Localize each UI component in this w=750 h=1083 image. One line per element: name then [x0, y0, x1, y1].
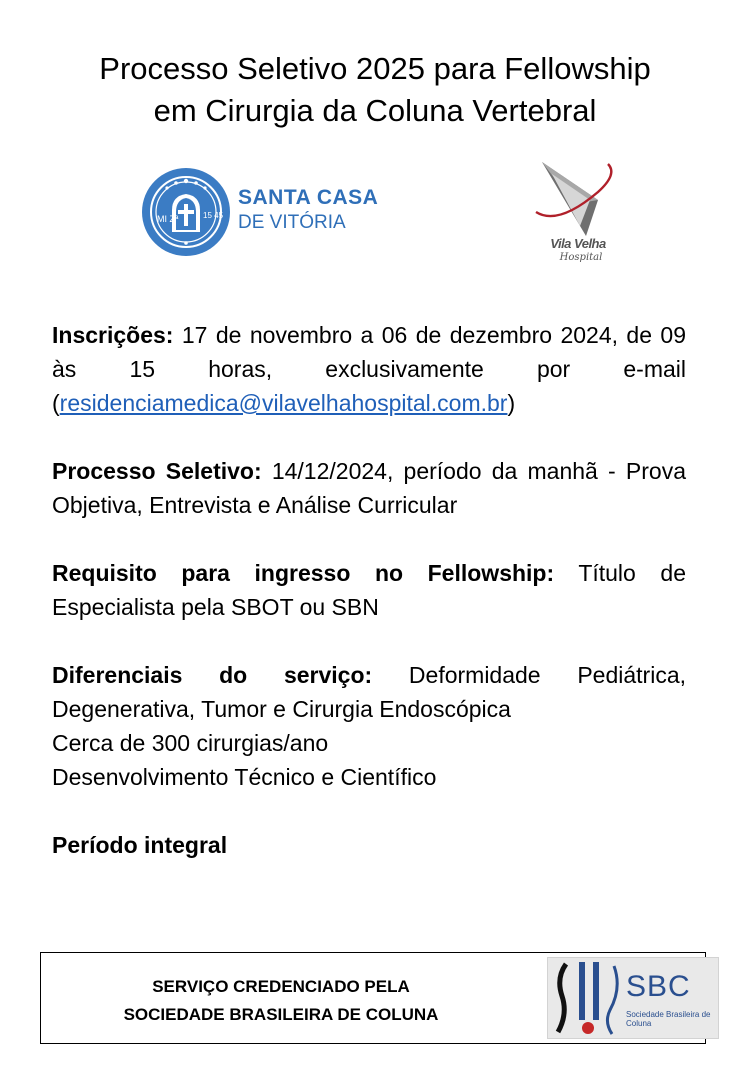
accreditation-line-2: SOCIEDADE BRASILEIRA DE COLUNA	[123, 1005, 439, 1024]
diferenciais-label: Diferenciais do serviço:	[52, 662, 373, 688]
processo-paragraph	[52, 454, 686, 522]
sbc-spine-icon	[552, 958, 624, 1038]
sbc-logo	[547, 957, 719, 1039]
inscricoes-text-end: )	[507, 390, 516, 416]
santa-casa-logo	[140, 166, 380, 266]
diferenciais-paragraph	[52, 658, 686, 794]
title-line-2: em Cirurgia da Coluna Vertebral	[153, 93, 597, 128]
requisito-paragraph	[52, 556, 686, 624]
vila-velha-sub: Hospital	[559, 252, 603, 263]
processo-text: 14/12/2024, período da manhã - Prova Objetiva, Entrevista e Análise Curricular	[52, 458, 686, 518]
periodo-label: Período integral	[52, 832, 228, 858]
diferenciais-line-2: Cerca de 300 cirurgias/ano	[52, 730, 329, 756]
diferenciais-line-3: Desenvolvimento Técnico e Científico	[52, 764, 437, 790]
vila-velha-logo	[528, 156, 624, 268]
processo-label: Processo Seletivo:	[52, 458, 262, 484]
inscricoes-text: 17 de novembro a 06 de dezembro 2024, de 09 às 15 horas, exclusivamente por e-mail (	[52, 322, 686, 416]
accreditation-line-1: SERVIÇO CREDENCIADO PELA	[152, 977, 410, 996]
title-line-1: Processo Seletivo 2025 para Fellowship	[99, 51, 651, 86]
accreditation-footer	[40, 952, 711, 1044]
seal-right-text: 15 45	[203, 211, 224, 220]
sbc-sub-label: Sociedade Brasileira de Coluna	[626, 1010, 711, 1028]
santa-casa-name: SANTA CASA	[238, 186, 379, 209]
vila-velha-emblem-icon	[528, 156, 624, 238]
requisito-label: Requisito para ingresso no Fellowship:	[52, 560, 555, 586]
vila-velha-name: Vila Velha	[550, 236, 606, 251]
santa-casa-city: DE VITÓRIA	[238, 212, 346, 233]
diferenciais-text: Deformidade Pediátrica, Degenerativa, Tumor e Cirurgia Endoscópica	[52, 662, 686, 722]
santa-casa-seal-icon	[140, 166, 232, 258]
page-title	[0, 48, 750, 132]
inscricoes-label: Inscrições:	[52, 322, 174, 348]
periodo-paragraph	[52, 828, 686, 862]
main-content	[52, 318, 686, 896]
email-link[interactable]: residenciamedica@vilavelhahospital.com.br	[59, 390, 508, 416]
accreditation-text	[41, 973, 521, 1029]
seal-left-text: MI Zª	[157, 214, 179, 224]
sbc-label: SBC	[626, 970, 691, 1003]
inscricoes-paragraph	[52, 318, 686, 420]
requisito-text: Título de Especialista pela SBOT ou SBN	[52, 560, 686, 620]
